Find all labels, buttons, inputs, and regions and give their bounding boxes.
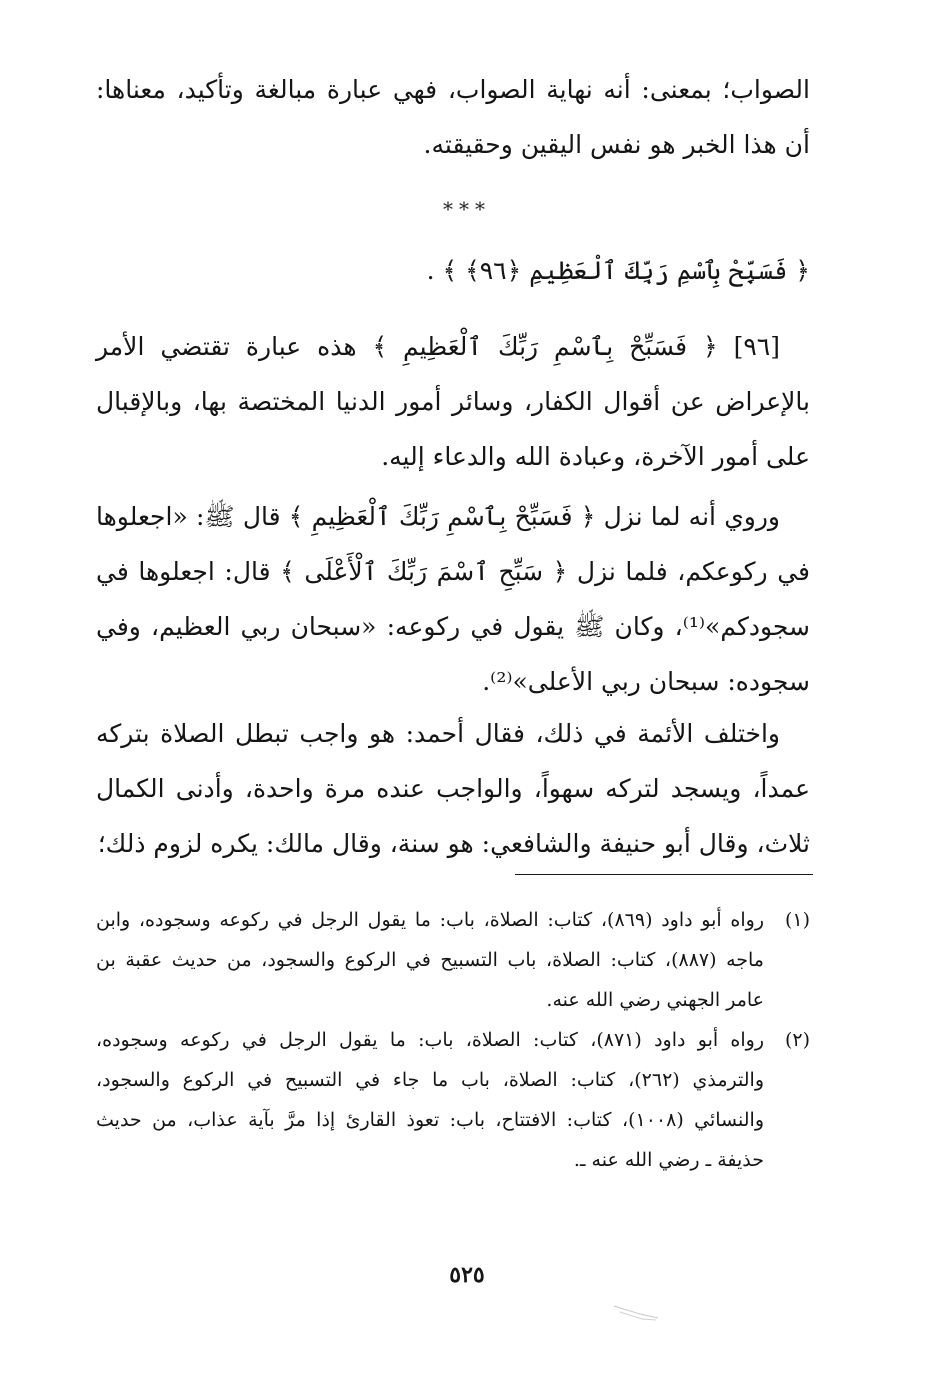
footnote-1 [96, 900, 810, 1020]
footnote-1-number: (١) [784, 909, 810, 931]
paragraph-narration-block [96, 489, 810, 709]
pencil-mark [612, 1300, 662, 1324]
top-paragraph: الصواب؛ بمعنى: أنه نهاية الصواب، فهي عبارة مبالغة وتأكيد، معناها: أن هذا الخبر هو نفس اليقين وحقيقته. [96, 75, 810, 159]
paragraph-disagreement: واختلف الأئمة في ذلك، فقال أحمد: هو واجب تبطل الصلاة بتركه عمداً، ويسجد لتركه سهواً، والواجب عنده مرة واحدة، وأدنى الكمال ثلاث، وقال أبو حنيفة والشافعي: هو سنة، وقال مالك: يكره لزوم ذلك؛ [96, 719, 810, 858]
top-paragraph-block [96, 62, 810, 172]
page-number: ٥٢٥ [449, 1262, 485, 1288]
footnote-2-number: (٢) [784, 1029, 810, 1051]
section-separator: *** [443, 197, 491, 221]
footnote-2 [96, 1020, 810, 1180]
paragraph-96: [٩٦] ﴿ فَسَبِّحْ بِٱسْمِ رَبِّكَ ٱلْعَظِيمِ ﴾ هذه عبارة تقتضي الأمر بالإعراض عن أقوال الكفار، وسائر أمور الدنيا المختصة بها، وبالإقبال على أمور الآخرة، وعبادة الله والدعاء إليه. [96, 332, 810, 471]
paragraph-disagreement-block [96, 706, 810, 871]
footnotes [96, 900, 810, 1180]
paragraph-narration: وروي أنه لما نزل ﴿ فَسَبِّحْ بِٱسْمِ رَبِّكَ ٱلْعَظِيمِ ﴾ قال ﷺ: «اجعلوها في ركوعكم، فلما نزل ﴿ سَبِّحِ ٱسْمَ رَبِّكَ ٱلْأَعْلَى ﴾ قال: اجعلوها في سجودكم»⁽¹⁾، وكان ﷺ يقول في ركوعه: «سبحان ربي العظيم، وفي سجوده: سبحان ربي الأعلى»⁽²⁾. [96, 502, 810, 696]
footnote-1-text: رواه أبو داود (٨٦٩)، كتاب: الصلاة، باب: ما يقول الرجل في ركوعه وسجوده، وابن ماجه (٨٨٧)، كتاب: الصلاة، باب التسبيح في الركوع والسجود، من حديث عقبة بن عامر الجهني رضي الله عنه. [96, 909, 764, 1011]
footnote-2-text: رواه أبو داود (٨٧١)، كتاب: الصلاة، باب: ما يقول الرجل في ركوعه وسجوده، والترمذي (٢٦٢)، كتاب: الصلاة، باب ما جاء في التسبيح في الركوع والسجود، والنسائي (١٠٠٨)، كتاب: الافتتاح، باب: تعوذ القارئ إذا مرَّ بآية عذاب، من حديث حذيفة ـ رضي الله عنه ـ. [96, 1029, 765, 1171]
footnote-divider [515, 874, 813, 875]
verse-heading: ﴿ فَسَبِّحْ بِٱسْمِ رَبِّكَ ٱلْعَظِيمِ ﴿٩٦﴾ ﴾ . [426, 256, 810, 285]
paragraph-96-block [96, 319, 810, 484]
